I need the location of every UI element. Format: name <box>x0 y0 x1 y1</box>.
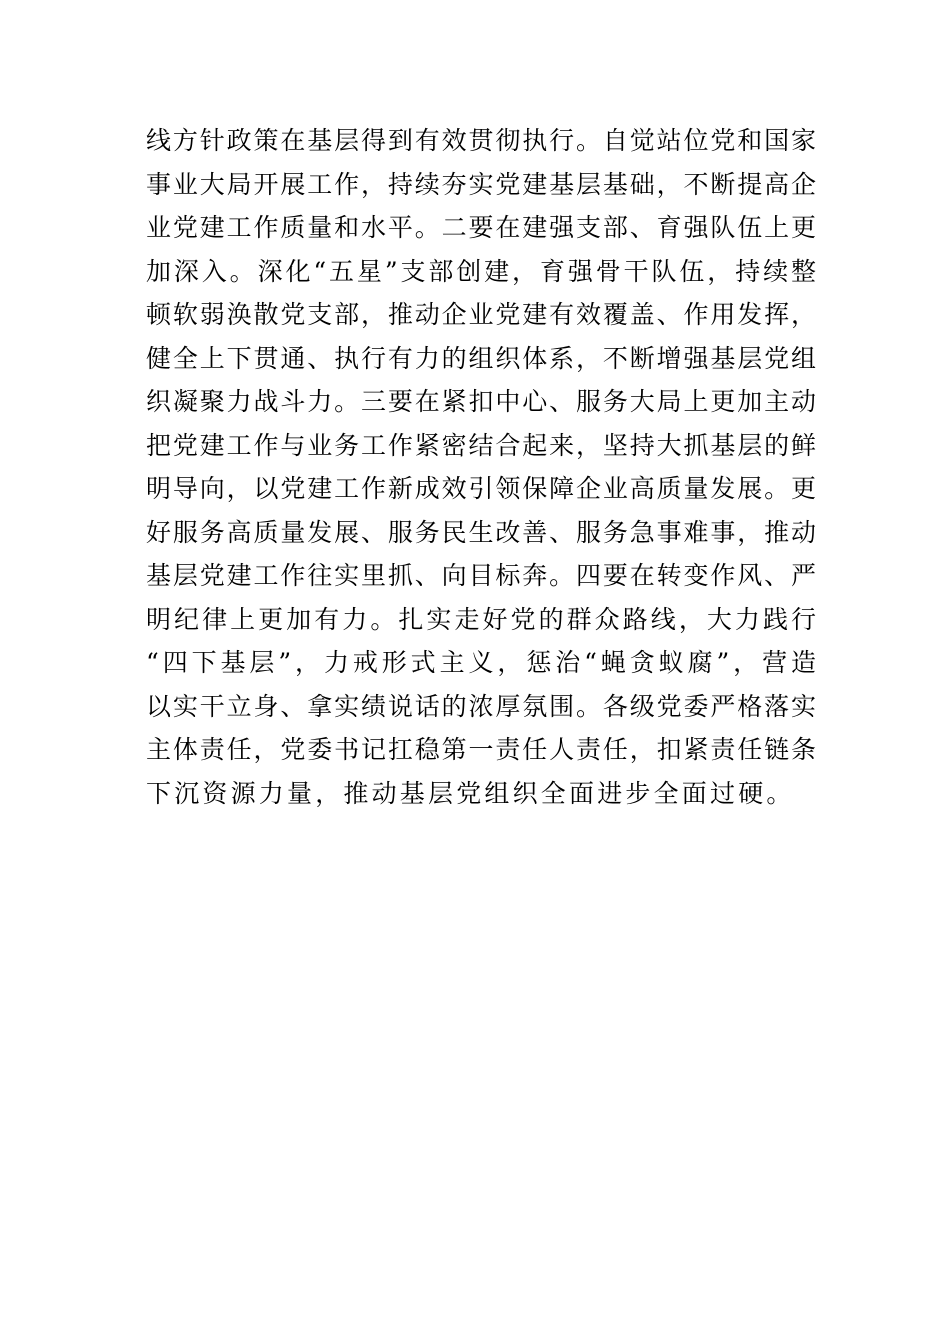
text-line: 顿软弱涣散党支部，推动企业党建有效覆盖、作用发挥， <box>146 300 816 329</box>
text-line: 基层党建工作往实里抓、向目标奔。四要在转变作风、严 <box>146 561 816 590</box>
text-line: 明纪律上更加有力。扎实走好党的群众路线，大力践行 <box>146 604 816 634</box>
text-line-last: 下沉资源力量，推动基层党组织全面进步全面过硬。 <box>146 778 795 808</box>
text-line: “四下基层”，力戒形式主义，惩治“蝇贪蚁腐”，营造 <box>146 648 816 677</box>
text-line: 主体责任，党委书记扛稳第一责任人责任，扣紧责任链条 <box>146 735 816 764</box>
text-line: 业党建工作质量和水平。二要在建强支部、育强队伍上更 <box>146 213 816 242</box>
text-line: 事业大局开展工作，持续夯实党建基层基础，不断提高企 <box>146 169 816 199</box>
text-line: 织凝聚力战斗力。三要在紧扣中心、服务大局上更加主动 <box>146 387 816 416</box>
text-line: 健全上下贯通、执行有力的组织体系，不断增强基层党组 <box>146 343 816 373</box>
text-line: 以实干立身、拿实绩说话的浓厚氛围。各级党委严格落实 <box>146 691 816 721</box>
text-line: 明导向，以党建工作新成效引领保障企业高质量发展。更 <box>146 474 816 503</box>
text-line: 好服务高质量发展、服务民生改善、服务急事难事，推动 <box>146 517 816 547</box>
body-paragraph <box>146 119 816 815</box>
text-line: 把党建工作与业务工作紧密结合起来，坚持大抓基层的鲜 <box>146 430 816 460</box>
text-line: 线方针政策在基层得到有效贯彻执行。自觉站位党和国家 <box>146 126 816 155</box>
text-line: 加深入。深化“五星”支部创建，育强骨干队伍，持续整 <box>146 256 816 286</box>
